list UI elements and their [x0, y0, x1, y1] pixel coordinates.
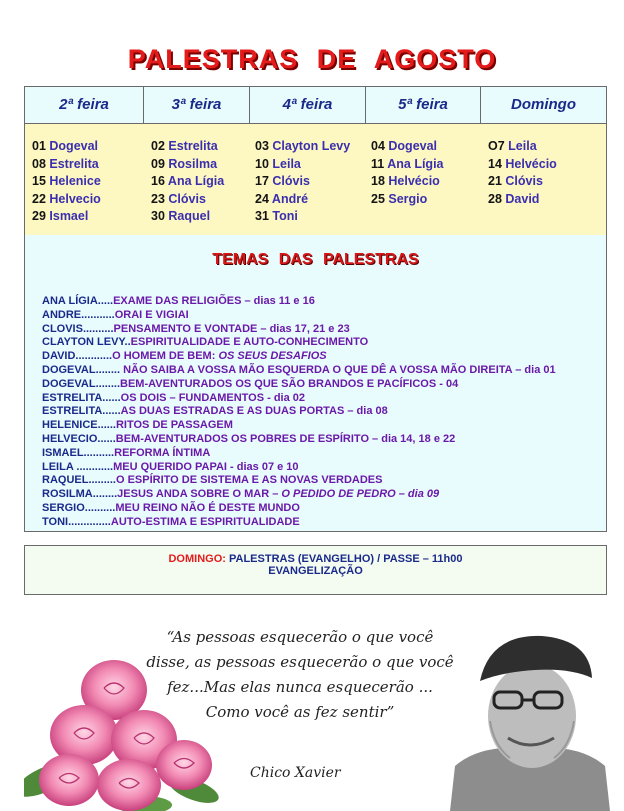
schedule-entry	[255, 191, 366, 209]
chico-xavier-portrait	[450, 626, 610, 811]
theme-speaker: RAQUEL.........	[42, 474, 116, 487]
schedule-entry	[371, 191, 481, 209]
entry-date: 23	[151, 191, 165, 206]
theme-topic: AS DUAS ESTRADAS E AS DUAS PORTAS – dia 08	[120, 405, 388, 418]
schedule-entry	[371, 173, 481, 191]
entry-date: 11	[371, 156, 385, 171]
schedule-entry	[255, 173, 366, 191]
schedule-column	[481, 138, 606, 226]
themes-list	[42, 295, 556, 530]
entry-speaker: Clayton Levy	[272, 139, 351, 153]
theme-topic: BEM-AVENTURADOS OS POBRES DE ESPÍRITO – dia 14, 18 e 22	[115, 432, 456, 445]
theme-row	[42, 488, 556, 502]
schedule-entry	[32, 138, 144, 156]
entry-speaker: Helvecio	[49, 191, 101, 206]
quote-line: Como você as fez sentir”	[205, 703, 395, 721]
theme-speaker: LEILA ............	[42, 460, 114, 473]
day-header: 4ª feira	[250, 87, 366, 123]
schedule-column	[25, 138, 144, 226]
entry-date: 22	[32, 191, 46, 206]
entry-date: 21	[488, 174, 502, 189]
entry-date: 04	[371, 139, 385, 153]
evangelization-text: EVANGELIZAÇÃO	[268, 565, 363, 577]
schedule-body	[25, 124, 606, 226]
theme-topic-italic: O PEDIDO DE PEDRO – dia 09	[281, 488, 440, 501]
entry-speaker: Estrelita	[49, 156, 99, 171]
schedule-entry	[32, 156, 144, 174]
entry-speaker: Clóvis	[505, 174, 543, 189]
entry-date: 24	[255, 191, 269, 206]
entry-date: O7	[488, 139, 505, 153]
theme-speaker: DAVID............	[42, 350, 113, 363]
theme-row	[42, 419, 556, 433]
themes-title: TEMAS DAS PALESTRAS	[212, 251, 419, 268]
theme-row	[42, 447, 556, 461]
schedule-column	[144, 138, 250, 226]
entry-date: 30	[151, 209, 165, 224]
schedule-entry	[488, 173, 606, 191]
entry-speaker: Sergio	[388, 191, 428, 206]
day-header: 2ª feira	[25, 87, 144, 123]
entry-date: 28	[488, 191, 502, 206]
entry-speaker: Leila	[508, 139, 537, 153]
schedule-entry	[255, 156, 366, 174]
theme-speaker: HELENICE......	[42, 419, 116, 432]
schedule-entry	[371, 156, 481, 174]
schedule-entry	[371, 138, 481, 156]
entry-speaker: Ismael	[49, 209, 89, 224]
entry-date: 01	[32, 139, 46, 153]
schedule-entry	[255, 208, 366, 226]
schedule-entry	[488, 156, 606, 174]
theme-speaker: ANDRE...........	[42, 308, 115, 321]
schedule-column	[366, 138, 481, 226]
theme-row	[42, 392, 556, 406]
theme-topic: NÃO SAIBA A VOSSA MÃO ESQUERDA O QUE DÊ A VOSSA MÃO DIREITA – dia 01	[120, 363, 556, 376]
entry-date: 16	[151, 174, 165, 189]
entry-date: 10	[255, 156, 269, 171]
schedule-column	[250, 138, 366, 226]
theme-row	[42, 474, 556, 488]
theme-speaker: CLOVIS..........	[42, 322, 114, 335]
entry-date: 31	[255, 209, 269, 224]
theme-topic: O ESPÍRITO DE SISTEMA E AS NOVAS VERDADES	[115, 474, 383, 487]
entry-speaker: Ana Lígia	[387, 156, 444, 171]
theme-speaker: DOGEVAL........	[42, 363, 121, 376]
entry-speaker: Estrelita	[168, 139, 218, 153]
schedule-entry	[151, 191, 250, 209]
theme-topic: ORAI E VIGIAI	[114, 308, 189, 321]
quote-author: Chico Xavier	[250, 765, 341, 781]
entry-speaker: Toni	[272, 209, 298, 224]
sunday-label: DOMINGO:	[168, 553, 226, 565]
theme-topic: OS DOIS – FUNDAMENTOS - dia 02	[120, 391, 306, 404]
schedule-entry	[488, 191, 606, 209]
entry-date: 08	[32, 156, 46, 171]
theme-row	[42, 461, 556, 475]
weekday-header	[25, 87, 606, 124]
schedule-entry	[151, 208, 250, 226]
entry-date: 09	[151, 156, 165, 171]
page-title: PALESTRAS DE AGOSTO	[127, 44, 497, 74]
theme-speaker: CLAYTON LEVY..	[42, 336, 131, 349]
theme-speaker: ROSILMA........	[42, 488, 118, 501]
theme-row	[42, 516, 556, 530]
theme-topic: MEU REINO NÃO É DESTE MUNDO	[115, 501, 300, 514]
theme-topic: RITOS DE PASSAGEM	[115, 419, 233, 432]
theme-speaker: ISMAEL..........	[42, 446, 115, 459]
entry-speaker: Dogeval	[49, 139, 99, 153]
theme-topic: REFORMA ÍNTIMA	[114, 446, 211, 459]
entry-speaker: David	[505, 191, 540, 206]
theme-topic: O HOMEM DE BEM:	[112, 350, 219, 363]
entry-speaker: Clóvis	[168, 191, 206, 206]
entry-speaker: Ana Lígia	[167, 174, 225, 189]
schedule-entry	[151, 138, 250, 156]
theme-topic: ESPIRITUALIDADE E AUTO-CONHECIMENTO	[130, 336, 369, 349]
theme-speaker: ANA LÍGIA.....	[42, 295, 114, 307]
entry-speaker: Clóvis	[272, 174, 310, 189]
theme-speaker: ESTRELITA......	[42, 391, 121, 404]
entry-speaker: Leila	[272, 156, 301, 171]
entry-date: 03	[255, 139, 269, 153]
entry-speaker: Rosilma	[168, 156, 218, 171]
theme-speaker: HELVECIO......	[42, 432, 116, 445]
theme-row	[42, 350, 556, 364]
theme-row	[42, 323, 556, 337]
entry-date: 29	[32, 209, 46, 224]
theme-row	[42, 336, 556, 350]
day-header: 3ª feira	[144, 87, 250, 123]
theme-speaker: TONI..............	[42, 515, 111, 528]
theme-row	[42, 502, 556, 516]
quote-line: fez...Mas elas nunca esquecerão ...	[167, 678, 433, 696]
theme-speaker: ESTRELITA......	[42, 405, 121, 418]
quote-text	[140, 625, 460, 725]
theme-topic-italic: OS SEUS DESAFIOS	[218, 350, 327, 363]
theme-topic: EXAME DAS RELIGIÕES – dias 11 e 16	[113, 295, 315, 307]
day-header: Domingo	[511, 96, 576, 113]
entry-date: 15	[32, 174, 46, 189]
theme-topic: MEU QUERIDO PAPAI - dias 07 e 10	[113, 460, 299, 473]
schedule-entry	[32, 173, 144, 191]
theme-topic: AUTO-ESTIMA E ESPIRITUALIDADE	[110, 515, 300, 528]
theme-row	[42, 295, 556, 309]
theme-row	[42, 405, 556, 419]
theme-topic: JESUS ANDA SOBRE O MAR –	[117, 488, 282, 501]
entry-speaker: Dogeval	[388, 139, 438, 153]
sunday-info-box	[24, 545, 607, 595]
theme-row	[42, 309, 556, 323]
entry-speaker: Helvécio	[505, 156, 557, 171]
theme-row	[42, 433, 556, 447]
schedule-entry	[151, 156, 250, 174]
entry-speaker: Helenice	[49, 174, 101, 189]
schedule-table	[24, 86, 607, 236]
entry-speaker: Helvécio	[388, 174, 440, 189]
themes-section	[24, 235, 607, 532]
entry-date: 18	[371, 174, 385, 189]
schedule-entry	[32, 191, 144, 209]
sunday-schedule-text: PALESTRAS (EVANGELHO) / PASSE – 11h00	[225, 553, 463, 565]
theme-speaker: SERGIO..........	[42, 501, 116, 514]
schedule-entry	[32, 208, 144, 226]
quote-line: “As pessoas esquecerão o que você	[166, 628, 434, 646]
quote-line: disse, as pessoas esquecerão o que você	[146, 653, 454, 671]
entry-speaker: André	[271, 191, 309, 206]
entry-date: 02	[151, 139, 165, 153]
schedule-entry	[255, 138, 366, 156]
day-header: 5ª feira	[366, 87, 481, 123]
theme-topic: BEM-AVENTURADOS OS QUE SÃO BRANDOS E PACÍFICOS - 04	[120, 377, 459, 390]
entry-date: 14	[488, 156, 502, 171]
theme-speaker: DOGEVAL........	[42, 377, 121, 390]
theme-row	[42, 364, 556, 378]
entry-date: 17	[255, 174, 269, 189]
entry-speaker: Raquel	[168, 209, 211, 224]
entry-date: 25	[371, 191, 385, 206]
theme-topic: PENSAMENTO E VONTADE – dias 17, 21 e 23	[113, 322, 350, 335]
schedule-entry	[488, 138, 606, 156]
schedule-entry	[151, 173, 250, 191]
theme-row	[42, 378, 556, 392]
